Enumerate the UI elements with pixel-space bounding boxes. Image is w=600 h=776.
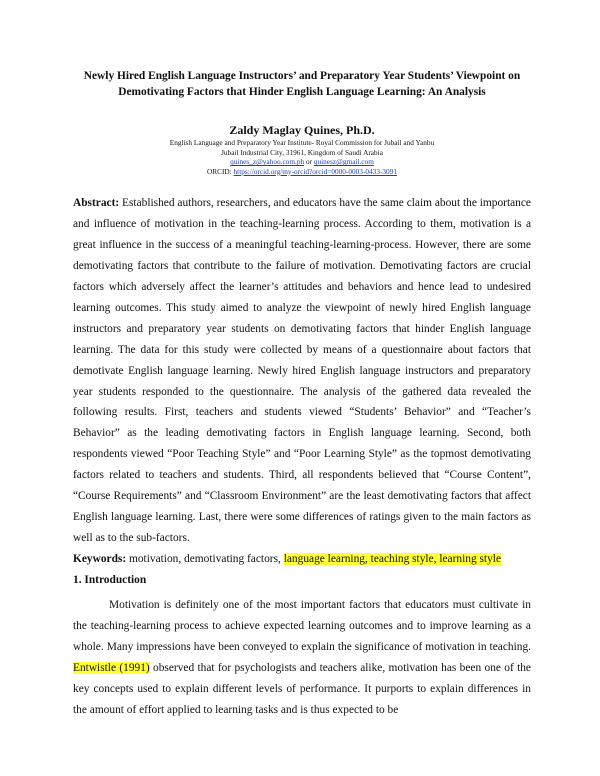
- orcid-link[interactable]: https://orcid.org/my-orcid?orcid=0000-0003-0433-3091: [233, 166, 398, 176]
- affiliation-line-1: English Language and Preparatory Year Institute- Royal Commission for Jubail and Yanbu: [169, 138, 435, 147]
- introduction-paragraph: [73, 595, 531, 721]
- email-separator: or: [304, 157, 314, 167]
- intro-text-after: observed that for psychologists and teachers alike, motivation has been one of the key concepts used to explain different levels of performance. It purports to explain differences in the amount of effort applied to learning tasks and is thus expected to be: [73, 661, 531, 716]
- affiliation-line-2: Jubail Industrial City, 31961, Kingdom of Saudi Arabia: [221, 147, 383, 157]
- email-line: [73, 157, 531, 167]
- keywords-plain: motivation, demotivating factors,: [126, 552, 284, 565]
- orcid-line: [73, 167, 531, 177]
- keywords-line: [73, 549, 531, 569]
- section-heading-introduction: 1. Introduction: [73, 573, 147, 586]
- citation-entwistle[interactable]: Entwistle (1991): [73, 661, 150, 674]
- keywords-highlighted: language learning, teaching style, learning style: [283, 552, 501, 565]
- abstract-label: Abstract:: [73, 197, 120, 210]
- author-name: Zaldy Maglay Quines, Ph.D.: [229, 123, 375, 137]
- orcid-label: ORCID:: [206, 166, 234, 176]
- abstract-paragraph: [73, 193, 531, 548]
- intro-text-before: Motivation is definitely one of the most important factors that educators must cultivate in the teaching-learning process to achieve expected learning outcomes and to improve learning as a whole. Many impressions have been conveyed to explain the significance of motivation in teaching.: [73, 598, 531, 653]
- email-link-2[interactable]: quinesz@gmail.com: [313, 157, 374, 167]
- paper-title: Newly Hired English Language Instructors’ and Preparatory Year Students’ Viewpoint on Demotivating Factors that Hinder English Language Learning: An Analysis: [83, 70, 521, 98]
- email-link-1[interactable]: quines_z@yahoo.com.ph: [230, 157, 305, 167]
- author-affiliation: [73, 138, 531, 176]
- keywords-label: Keywords:: [73, 552, 127, 565]
- abstract-text: Established authors, researchers, and educators have the same claim about the importance and influence of motivation in the teaching-learning process. According to them, motivation is a great influence in the success of a meaningful teaching-learning-process. However, there are some demotivating factors that contribute to the failure of motivation. Demotivating factors are crucial factors which adversely affect the learner’s attitudes and behaviors and hence lead to undesired learning outcomes. This study aimed to analyze the viewpoint of newly hired English language instructors and preparatory year students on demotivating factors that hinder English language learning. The data for this study were collected by means of a questionnaire about factors that demotivate English language learning. Newly hired English language instructors and preparatory year students responded to the questionnaire. The analysis of the gathered data revealed the following results. First, teachers and students viewed “Students’ Behavior” and “Teacher’s Behavior” as the leading demotivating factors in English language learning. Second, both respondents viewed “Poor Teaching Style” and “Poor Learning Style” as the topmost demotivating factors related to teachers and students. Third, all respondents believed that “Course Content”, “Course Requirements” and “Classroom Environment” are the least demotivating factors that affect English language learning. Last, there were some differences of ratings given to the main factors as well as to the sub-factors.: [73, 197, 531, 544]
